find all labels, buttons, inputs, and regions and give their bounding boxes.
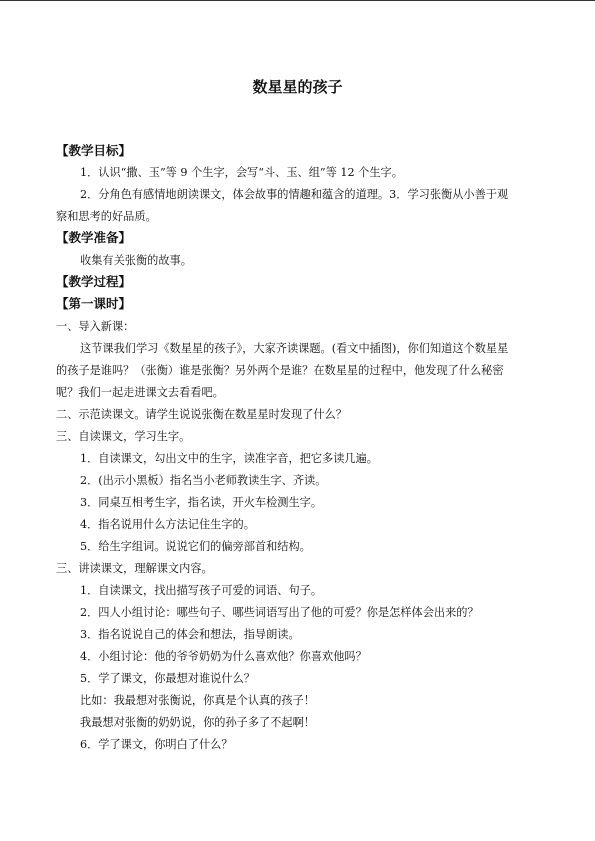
goal-2-line-2: 察和思考的好品质。 bbox=[56, 210, 157, 223]
prep-item: 收集有关张衡的故事。 bbox=[80, 254, 192, 267]
goal-1: 1．认识“撒、玉”等 9 个生字，会写“斗、玉、组”等 12 个生字。 bbox=[80, 166, 403, 179]
section-1-heading: 一、导入新课： bbox=[56, 320, 135, 333]
section-4-item-5: 5．学了课文，你最想对谁说什么？ bbox=[80, 672, 255, 685]
section-4-item-2: 2．四人小组讨论：哪些句子、哪些词语写出了他的可爱？你是怎样体会出来的？ bbox=[80, 606, 479, 619]
header-rule bbox=[0, 0, 595, 1]
section-3-item-5: 5．给生字组词。说说它们的偏旁部首和结构。 bbox=[80, 540, 311, 553]
section-3-item-2: 2．(出示小黑板）指名当小老师教读生字、齐读。 bbox=[80, 474, 327, 487]
section-4-item-4: 4．小组讨论：他的爷爷奶奶为什么喜欢他？你喜欢他吗？ bbox=[80, 650, 367, 663]
section-3-item-1: 1．自读课文，勾出文中的生字，读准字音，把它多读几遍。 bbox=[80, 452, 378, 465]
teaching-goals-heading: 【教学目标】 bbox=[56, 143, 132, 158]
example-line-2: 我最想对张衡的奶奶说，你的孙子多了不起啊！ bbox=[80, 716, 315, 729]
lesson-1-heading: 【第一课时】 bbox=[56, 296, 132, 311]
section-1-para-line-1: 这节课我们学习《数星星的孩子》，大家齐读课题。(看文中插图)，你们知道这个数星星 bbox=[80, 342, 509, 355]
section-4-heading: 三、讲读课文，理解课文内容。 bbox=[56, 562, 213, 575]
section-2-heading: 二、示范读课文。请学生说说张衡在数星星时发现了什么？ bbox=[56, 408, 347, 421]
page-title: 数星星的孩子 bbox=[252, 78, 343, 96]
goal-2-line-1: 2．分角色有感情地朗读课文，体会故事的情趣和蕴含的道理。3．学习张衡从小善于观 bbox=[80, 188, 509, 201]
section-4-item-6: 6．学了课文，你明白了什么？ bbox=[80, 738, 233, 751]
section-3-item-3: 3．同桌互相考生字，指名读，开火车检测生字。 bbox=[80, 496, 323, 509]
teaching-prep-heading: 【教学准备】 bbox=[56, 230, 132, 245]
section-3-heading: 三、自读课文，学习生字。 bbox=[56, 430, 191, 443]
section-3-item-4: 4．指名说用什么方法记住生字的。 bbox=[80, 518, 255, 531]
section-4-item-3: 3．指名说说自己的体会和想法，指导朗读。 bbox=[80, 628, 300, 641]
section-1-para-line-2: 的孩子是谁吗？（张衡）谁是张衡？另外两个是谁？在数星星的过程中，他发现了什么秘密 bbox=[56, 364, 504, 377]
section-1-para-line-3: 呢？我们一起走进课文去看看吧。 bbox=[56, 386, 224, 399]
section-4-item-1: 1．自读课文，找出描写孩子可爱的词语、句子。 bbox=[80, 584, 323, 597]
example-line-1: 比如：我最想对张衡说，你真是个认真的孩子！ bbox=[80, 694, 315, 707]
teaching-process-heading: 【教学过程】 bbox=[56, 274, 132, 289]
